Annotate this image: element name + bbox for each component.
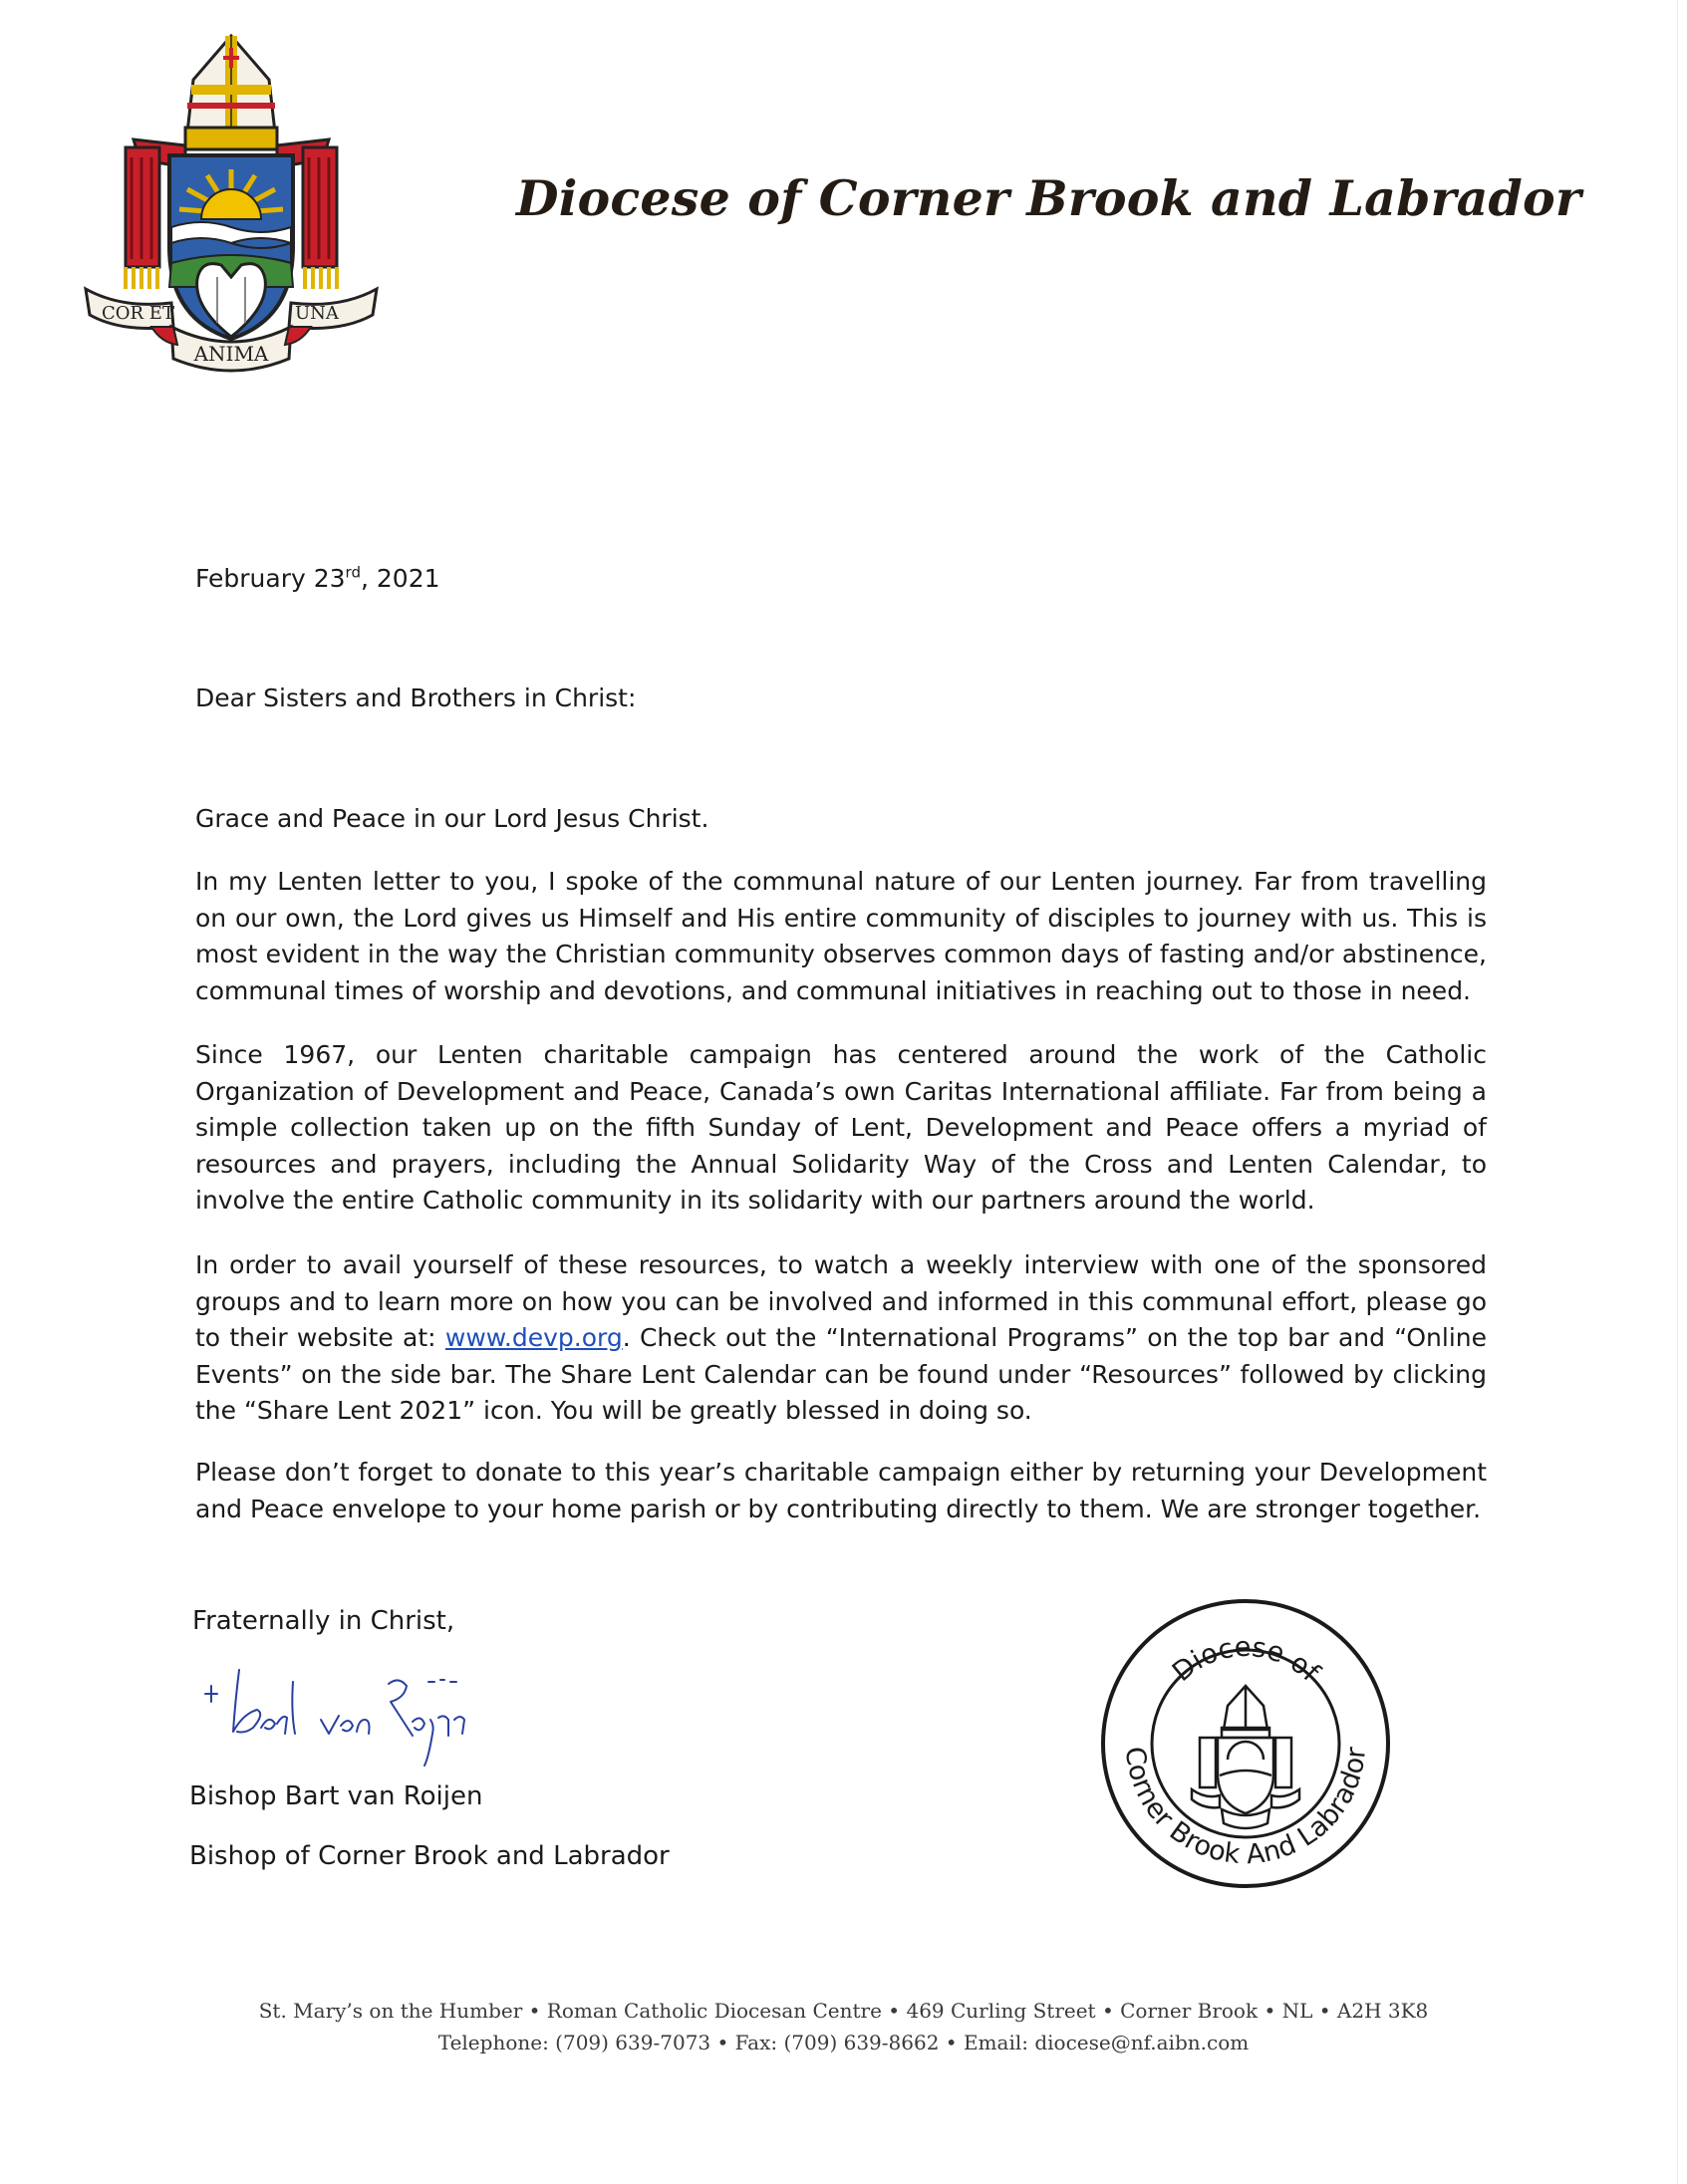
crest-motto-right: UNA (295, 303, 339, 324)
scan-edge (1677, 0, 1678, 2184)
paragraph-3-text-after: . Check out the “International Programs” on the top bar and “Online Events” on the side bar. The Share Lent Calendar can be found under “Resources” followed by clicking the “Share Lent 2021” icon. You will be greatly blessed in doing so. (195, 1323, 1487, 1425)
crest-motto-left: COR ET (102, 303, 174, 324)
closing: Fraternally in Christ, (192, 1606, 455, 1636)
crest-motto-center: ANIMA (193, 342, 269, 366)
handwritten-signature (199, 1662, 478, 1772)
date-ordinal: rd (345, 563, 361, 582)
footer-address: St. Mary’s on the Humber • Roman Catholic Diocesan Centre • 469 Curling Street • Corner Brook • NL • A2H 3K8 (258, 1999, 1429, 2023)
seal-bottom-text: Corner Brook And Labrador (1118, 1745, 1373, 1871)
bishop-title: Bishop of Corner Brook and Labrador (189, 1841, 670, 1871)
diocese-seal-stamp (1096, 1594, 1395, 1893)
date-main: February 23 (195, 564, 346, 593)
paragraph-2: Since 1967, our Lenten charitable campaign has centered around the work of the Catholic Organization of Development and Peace, Canada’s own Caritas International affiliate. Far from being a simple collection taken up on the fifth Sunday of Lent, Development and Peace offers a myriad of resources and prayers, including the Annual Solidarity Way of the Cross and Lenten Calendar, to involve the entire Catholic community in its solidarity with our partners around the world. (195, 1040, 1487, 1215)
paragraph-3 (195, 1247, 1487, 1430)
greeting: Grace and Peace in our Lord Jesus Christ. (195, 804, 709, 833)
letterhead-footer (0, 1995, 1687, 2058)
letter-date (195, 561, 1487, 598)
paragraph-4: Please don’t forget to donate to this year’s charitable campaign either by returning your Development and Peace envelope to your home parish or by contributing directly to them. We are stronger together. (195, 1458, 1487, 1523)
seal-top-text: Diocese of (1166, 1631, 1325, 1689)
paragraph-1: In my Lenten letter to you, I spoke of the communal nature of our Lenten journey. Far from travelling on our own, the Lord gives us Himself and His entire community of disciples to journey with us. This is most evident in the way the Christian community observes common days of fasting and/or abstinence, communal times of worship and devotions, and communal initiatives in reaching out to those in need. (195, 867, 1487, 1005)
diocese-crest-logo (82, 28, 381, 377)
footer-contact: Telephone: (709) 639-7073 • Fax: (709) 639-8662 • Email: diocese@nf.aibn.com (437, 2031, 1250, 2054)
paragraph-3-text-before: In order to avail yourself of these resources, to watch a weekly interview with one of the sponsored groups and to learn more on how you can be involved and informed in this communal effort, please go to their website at: (195, 1250, 1487, 1352)
devp-website-link[interactable]: www.devp.org (444, 1323, 623, 1352)
bishop-name: Bishop Bart van Roijen (189, 1781, 483, 1811)
salutation: Dear Sisters and Brothers in Christ: (195, 683, 637, 712)
letterhead-title: Diocese of Corner Brook and Labrador (516, 169, 1581, 227)
date-year: , 2021 (360, 564, 440, 593)
